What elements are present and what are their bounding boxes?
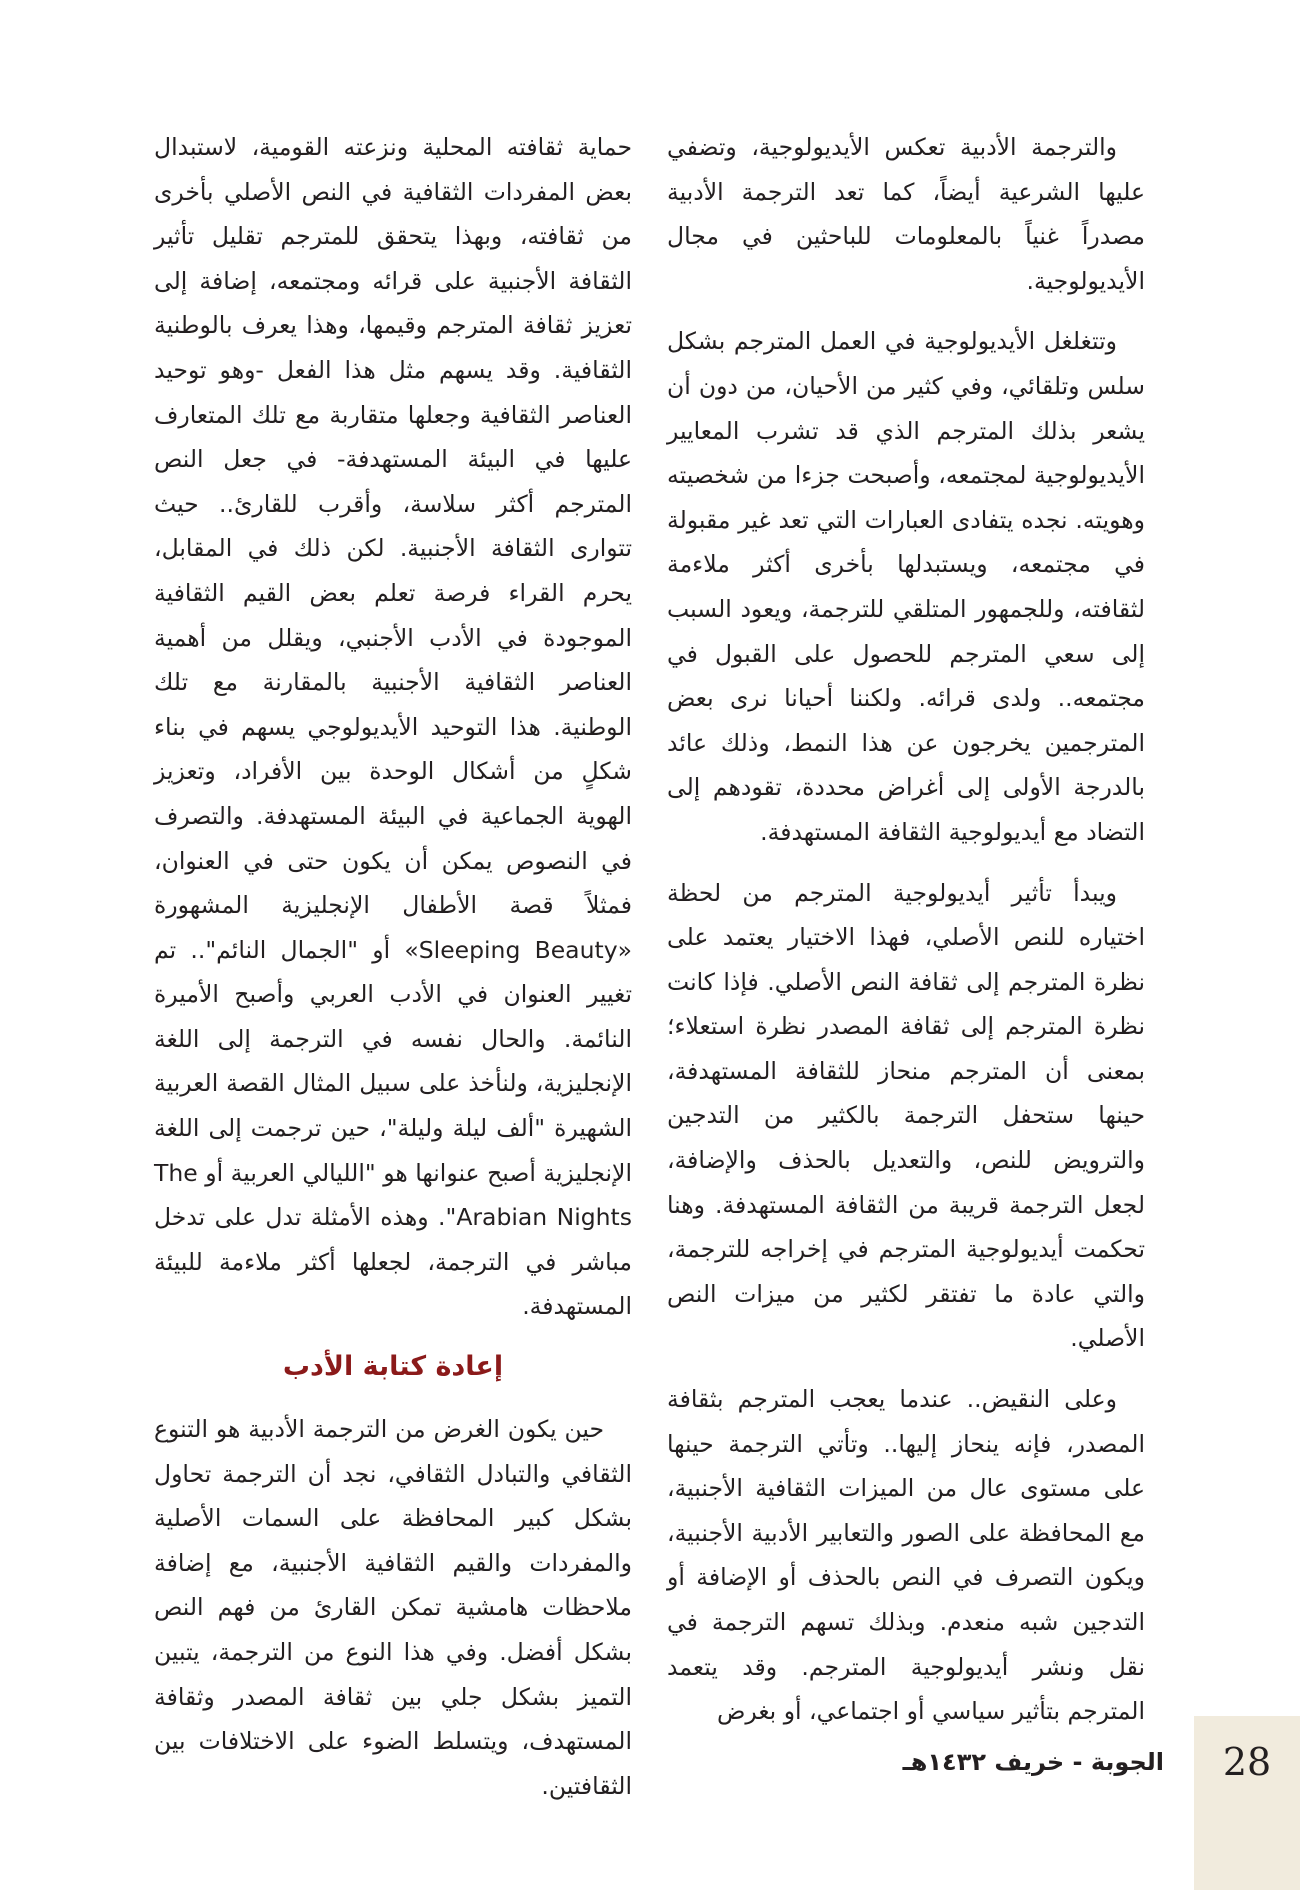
page-number: 28 — [1222, 1740, 1272, 1784]
paragraph: والترجمة الأدبية تعكس الأيديولوجية، وتضفي عليها الشرعية أيضاً، كما تعد الترجمة الأدبية مصدراً غنياً بالمعلومات للباحثين في مجال الأيديولوجية. — [667, 133, 1145, 295]
paragraph: حماية ثقافته المحلية ونزعته القومية، لاستبدال بعض المفردات الثقافية في النص الأصلي بأخرى من ثقافته، وبهذا يتحقق للمترجم تقليل تأثير الثقافة الأجنبية على قرائه ومجتمعه، إضافة إلى تعزيز ثقافة المترجم وقيمها، وهذا يعرف بالوطنية الثقافية. وقد يسهم مثل هذا الفعل -وهو توحيد العناصر الثقافية وجعلها متقاربة مع تلك المتعارف عليها في البيئة المستهدفة- في جعل النص المترجم أكثر سلاسة، وأقرب للقارئ.. حيث تتوارى الثقافة الأجنبية. لكن ذلك في المقابل، يحرم القراء فرصة تعلم بعض القيم الثقافية الموجودة في الأدب الأجنبي، ويقلل من أهمية العناصر الثقافية الأجنبية بالمقارنة مع تلك الوطنية. هذا التوحيد الأيديولوجي يسهم في بناء شكلٍ من أشكال الوحدة بين الأفراد، وتعزيز الهوية الجماعية في البيئة المستهدفة. والتصرف في النصوص يمكن أن يكون حتى في العنوان، فمثلاً قصة الأطفال الإنجليزية المشهورة «Sleeping Beauty» أو "الجمال النائم".. تم تغيير العنوان في الأدب العربي وأصبح الأميرة النائمة. والحال نفسه في الترجمة إلى اللغة الإنجليزية، ولنأخذ على سبيل المثال القصة العربية الشهيرة "ألف ليلة وليلة"، حين ترجمت إلى اللغة الإنجليزية أصبح عنوانها هو "الليالي العربية أو The Arabian Nights". وهذه الأمثلة تدل على تدخل مباشر في الترجمة، لجعلها أكثر ملاءمة للبيئة المستهدفة. — [154, 133, 632, 1321]
issue-label: الجوبة - خريف ١٤٣٢هـ — [902, 1748, 1164, 1776]
article-column-left — [154, 125, 632, 1824]
section-heading: إعادة كتابة الأدب — [282, 1351, 504, 1383]
paragraph: وتتغلغل الأيديولوجية في العمل المترجم بشكل سلس وتلقائي، وفي كثير من الأحيان، من دون أن يشعر بذلك المترجم الذي قد تشرب المعايير الأيديولوجية لمجتمعه، وأصبحت جزءا من شخصيته وهويته. نجده يتفادى العبارات التي تعد غير مقبولة في مجتمعه، ويستبدلها بأخرى أكثر ملاءمة لثقافته، وللجمهور المتلقي للترجمة، ويعود السبب إلى سعي المترجم للحصول على القبول في مجتمعه.. ولدى قرائه. ولكننا أحيانا نرى بعض المترجمين يخرجون عن هذا النمط، وذلك عائد بالدرجة الأولى إلى أغراض محددة، تقودهم إلى التضاد مع أيديولوجية الثقافة المستهدفة. — [667, 327, 1145, 846]
article-column-right — [667, 125, 1145, 1750]
paragraph: وعلى النقيض.. عندما يعجب المترجم بثقافة المصدر، فإنه ينحاز إليها.. وتأتي الترجمة حينها على مستوى عال من الميزات الثقافية الأجنبية، مع المحافظة على الصور والتعابير الأدبية الأجنبية، ويكون التصرف في النص بالحذف أو الإضافة أو التدجين شبه منعدم. وبذلك تسهم الترجمة في نقل ونشر أيديولوجية المترجم. وقد يتعمد المترجم بتأثير سياسي أو اجتماعي، أو بغرض — [667, 1385, 1145, 1726]
paragraph: حين يكون الغرض من الترجمة الأدبية هو التنوع الثقافي والتبادل الثقافي، نجد أن الترجمة تحاول بشكل كبير المحافظة على السمات الأصلية والمفردات والقيم الثقافية الأجنبية، مع إضافة ملاحظات هامشية تمكن القارئ من فهم النص بشكل أفضل. وفي هذا النوع من الترجمة، يتبين التميز بشكل جلي بين ثقافة المصدر وثقافة المستهدف، ويتسلط الضوء على الاختلافات بين الثقافتين. — [154, 1415, 632, 1800]
paragraph: ويبدأ تأثير أيديولوجية المترجم من لحظة اختياره للنص الأصلي، فهذا الاختيار يعتمد على نظرة المترجم إلى ثقافة النص الأصلي. فإذا كانت نظرة المترجم إلى ثقافة المصدر نظرة استعلاء؛ بمعنى أن المترجم منحاز للثقافة المستهدفة، حينها ستحفل الترجمة بالكثير من التدجين والترويض للنص، والتعديل بالحذف والإضافة، لجعل الترجمة قريبة من الثقافة المستهدفة. وهنا تحكمت أيديولوجية المترجم في إخراجه للترجمة، والتي عادة ما تفتقر لكثير من ميزات النص الأصلي. — [667, 878, 1145, 1353]
